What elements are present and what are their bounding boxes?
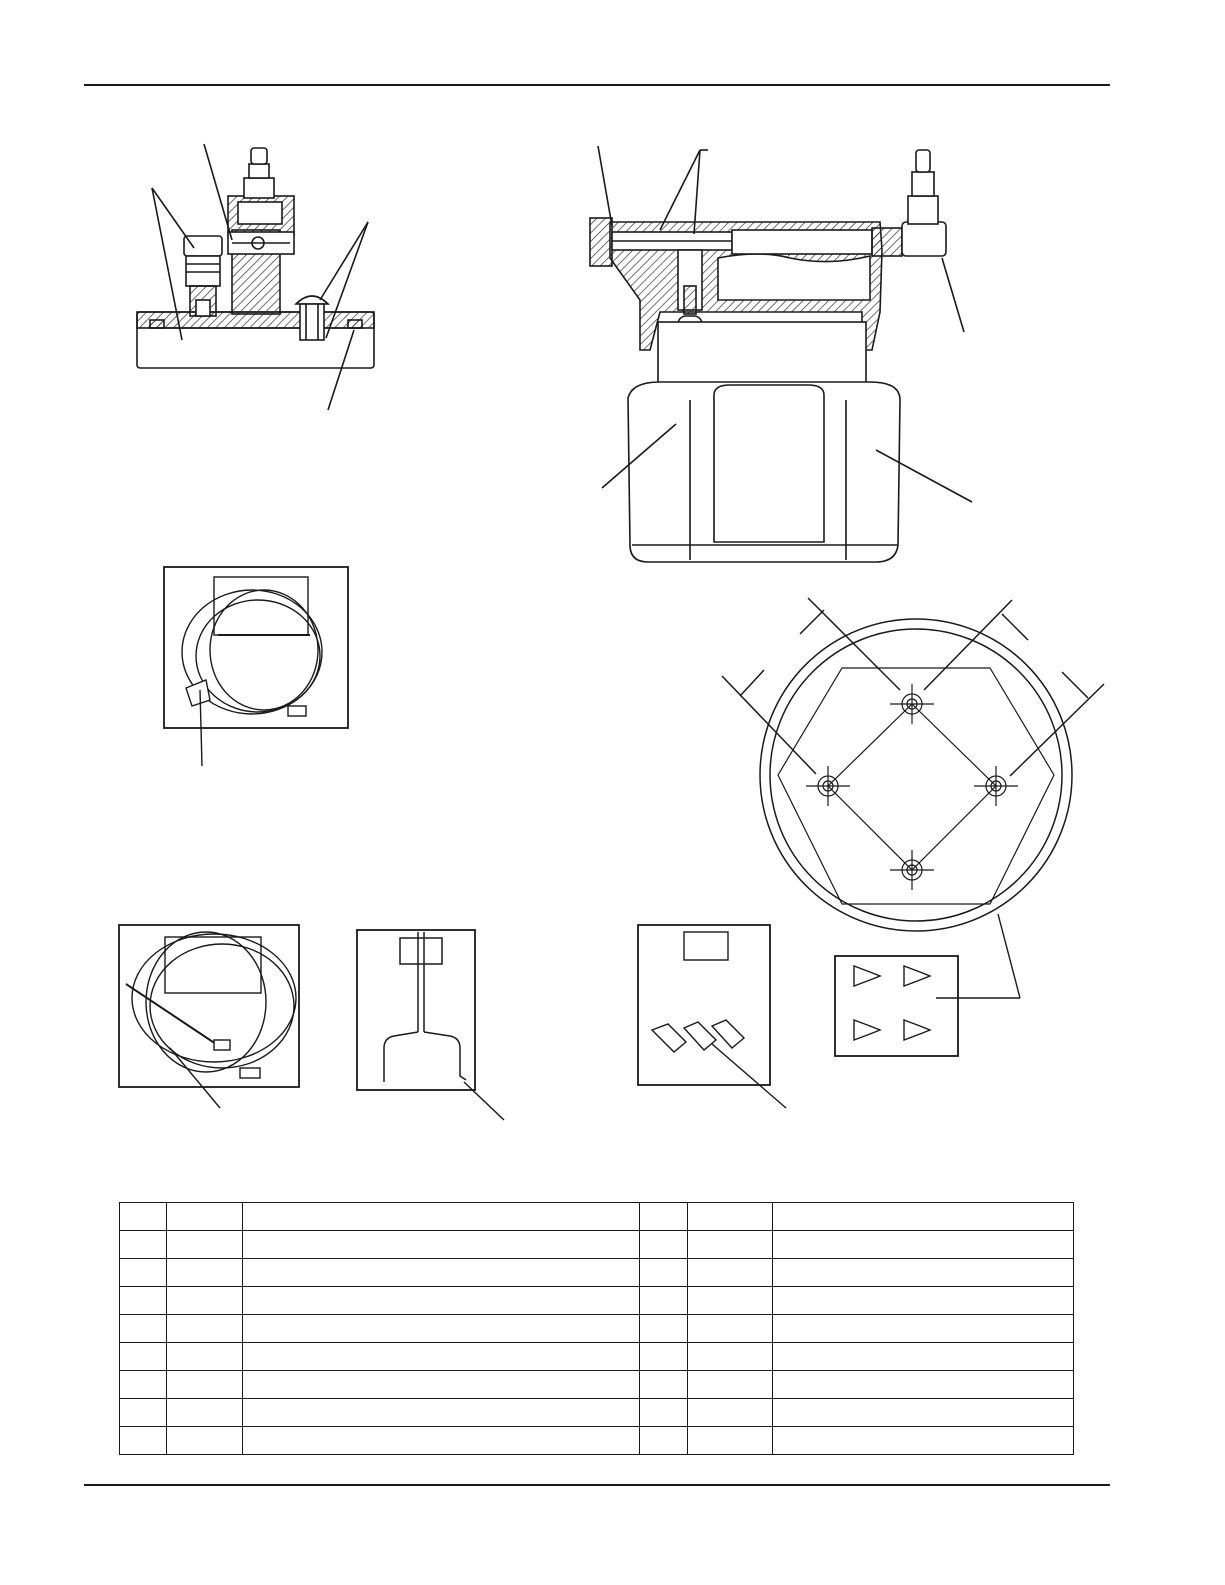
table-cell [167,1427,243,1455]
parts-table [119,1202,1074,1455]
table-cell [120,1399,167,1427]
table-row [120,1371,1074,1399]
strainer-hook-kit [357,930,504,1120]
table-cell [120,1287,167,1315]
cup-and-lid-cross-section [590,146,972,562]
table-cell [243,1427,640,1455]
table-cell [773,1231,1074,1259]
header-cell-part-2 [688,1203,773,1231]
table-cell [640,1231,688,1259]
table-cell [167,1343,243,1371]
table-cell [773,1399,1074,1427]
table-cell [640,1259,688,1287]
table-cell [688,1399,773,1427]
screw-kit [835,914,1020,1056]
table-cell [167,1231,243,1259]
coiled-hose-kit [164,567,348,766]
table-cell [688,1427,773,1455]
table-cell [640,1343,688,1371]
table-cell [773,1427,1074,1455]
table-cell [243,1259,640,1287]
table-cell [688,1259,773,1287]
table-cell [243,1287,640,1315]
table-cell [688,1231,773,1259]
table-row [120,1315,1074,1343]
table-cell [120,1315,167,1343]
parts-table-body [120,1203,1074,1455]
table-cell [688,1287,773,1315]
table-cell [243,1371,640,1399]
table-cell [167,1371,243,1399]
table-cell [120,1231,167,1259]
table-row [120,1343,1074,1371]
table-cell [167,1287,243,1315]
table-cell [773,1259,1074,1287]
hose-assembly-kit [119,925,299,1108]
table-row [120,1287,1074,1315]
table-header-row [120,1203,1074,1231]
table-cell [120,1427,167,1455]
table-cell [243,1315,640,1343]
table-cell [167,1315,243,1343]
table-cell [688,1371,773,1399]
table-row [120,1427,1074,1455]
table-cell [120,1371,167,1399]
table-row [120,1399,1074,1427]
header-cell-ref-2 [640,1203,688,1231]
table-cell [167,1399,243,1427]
table-cell [640,1287,688,1315]
header-cell-description-2 [773,1203,1074,1231]
table-row [120,1231,1074,1259]
table-cell [243,1343,640,1371]
table-cell [773,1287,1074,1315]
table-cell [120,1259,167,1287]
header-cell-description [243,1203,640,1231]
table-cell [640,1315,688,1343]
hex-lid-bottom-view [722,598,1104,931]
table-cell [120,1343,167,1371]
table-cell [773,1315,1074,1343]
table-cell [773,1343,1074,1371]
table-cell [773,1371,1074,1399]
header-cell-part [167,1203,243,1231]
table-cell [640,1371,688,1399]
table-cell [640,1399,688,1427]
header-cell-ref [120,1203,167,1231]
table-cell [243,1399,640,1427]
fitting-kit [638,925,786,1108]
table-cell [688,1343,773,1371]
table-row [120,1259,1074,1287]
mounting-holes [806,684,1018,890]
table-cell [640,1427,688,1455]
table-cell [243,1231,640,1259]
spray-cap-cross-section [137,144,374,410]
table-cell [167,1259,243,1287]
table-cell [688,1315,773,1343]
